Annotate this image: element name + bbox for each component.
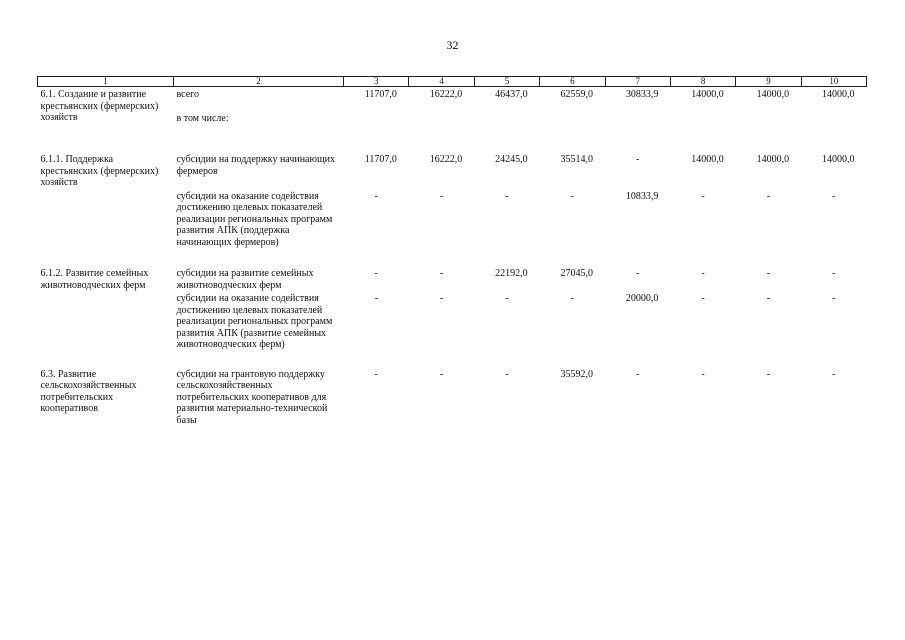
value-cell: -	[636, 268, 640, 279]
value-cell: -	[766, 190, 771, 202]
row-description-text: субсидии на оказание содействия достижению целевых показателей реализации региональных программ развития АПК (развитие семейных животноводческих ферм)	[176, 293, 333, 350]
row-description	[174, 189, 344, 249]
row-description-text: субсидии на развитие семейных животноводческих ферм	[176, 268, 314, 291]
value-cell: -	[832, 190, 836, 202]
value-cell: -	[701, 368, 705, 380]
header-cell: 10	[801, 77, 866, 87]
value-cell: 14000,0	[822, 154, 855, 165]
table-row	[38, 189, 867, 249]
row-description	[174, 152, 344, 189]
row-description	[174, 87, 344, 125]
value-cell: -	[374, 293, 378, 304]
row-description-text: субсидии на поддержку начинающих фермеров	[176, 154, 336, 177]
row-description	[174, 266, 344, 291]
header-cell: 9	[736, 77, 801, 87]
value-cell: -	[374, 268, 378, 279]
budget-table	[37, 76, 867, 426]
value-cell: -	[374, 190, 378, 202]
row-description	[174, 367, 344, 427]
value-cell: -	[766, 368, 771, 380]
value-cell: 62559,0	[560, 89, 593, 100]
value-cell: 14000,0	[822, 89, 855, 100]
value-cell: -	[374, 368, 378, 380]
row-description-text: всего	[176, 89, 200, 100]
value-cell: 14000,0	[691, 89, 724, 100]
header-cell: 7	[605, 77, 670, 87]
value-cell: 35592,0	[560, 368, 593, 380]
value-cell: 16222,0	[429, 89, 463, 100]
value-cell: -	[439, 368, 444, 380]
value-cell: -	[505, 293, 509, 304]
value-cell: 14000,0	[756, 154, 790, 165]
value-cell: 22192,0	[495, 268, 528, 279]
row-spacer	[38, 248, 867, 266]
table-row	[38, 367, 867, 427]
value-cell: 11707,0	[364, 89, 397, 100]
value-cell: 35514,0	[560, 154, 593, 165]
page-number: 32	[446, 38, 459, 52]
table-row	[38, 87, 867, 125]
value-cell: -	[505, 368, 509, 380]
header-cell: 1	[38, 77, 174, 87]
row-spacer	[38, 124, 867, 152]
header-cell: 4	[409, 77, 474, 87]
value-cell: -	[832, 368, 836, 380]
value-cell: -	[636, 154, 640, 165]
row-title: 6.1. Создание и развитие крестьянских (фермерских) хозяйств	[40, 89, 159, 123]
table-row	[38, 152, 867, 189]
value-cell: 46437,0	[495, 89, 528, 100]
row-title	[38, 291, 174, 351]
row-description-subtext: в том числе:	[176, 112, 229, 124]
header-cell: 2	[174, 77, 344, 87]
header-cell: 8	[670, 77, 735, 87]
value-cell: 11707,0	[364, 154, 397, 165]
value-cell: -	[701, 293, 705, 304]
value-cell: 14000,0	[756, 89, 790, 100]
value-cell: -	[570, 190, 574, 202]
value-cell: -	[832, 293, 836, 304]
value-cell: -	[439, 190, 444, 202]
value-cell: 14000,0	[691, 154, 724, 165]
row-title: 6.1.2. Развитие семейных животноводческих ферм	[40, 268, 149, 291]
value-cell: -	[766, 268, 771, 279]
header-cell: 5	[474, 77, 539, 87]
row-spacer-cell	[38, 351, 867, 367]
header-row	[38, 77, 867, 87]
value-cell: -	[570, 293, 574, 304]
row-title	[38, 189, 174, 249]
row-description-text: субсидии на оказание содействия достижению целевых показателей реализации региональных программ развития АПК (поддержка начинающих фермеров)	[176, 190, 333, 248]
value-cell: -	[766, 293, 771, 304]
value-cell: -	[636, 368, 640, 380]
table-row	[38, 266, 867, 291]
value-cell: -	[701, 190, 705, 202]
value-cell: -	[439, 268, 444, 279]
value-cell: -	[832, 268, 836, 279]
value-cell: 30833,9	[625, 89, 659, 100]
row-title: 6.3. Развитие сельскохозяйственных потребительских кооперативов	[40, 368, 137, 414]
value-cell: 24245,0	[495, 154, 528, 165]
row-description	[174, 291, 344, 351]
row-spacer	[38, 351, 867, 367]
value-cell: 20000,0	[625, 293, 659, 304]
table-row	[38, 291, 867, 351]
value-cell: -	[701, 268, 705, 279]
header-cell: 6	[540, 77, 605, 87]
row-spacer-cell	[38, 124, 867, 152]
value-cell: 16222,0	[429, 154, 463, 165]
header-cell: 3	[344, 77, 409, 87]
row-spacer-cell	[38, 248, 867, 266]
value-cell: 10833,9	[625, 190, 659, 202]
row-title: 6.1.1. Поддержка крестьянских (фермерских) хозяйств	[40, 154, 159, 188]
row-description-text: субсидии на грантовую поддержку сельскохозяйственных потребительских кооперативов для развития материально-технической базы	[176, 368, 328, 426]
value-cell: -	[439, 293, 444, 304]
value-cell: -	[505, 190, 509, 202]
value-cell: 27045,0	[560, 268, 593, 279]
